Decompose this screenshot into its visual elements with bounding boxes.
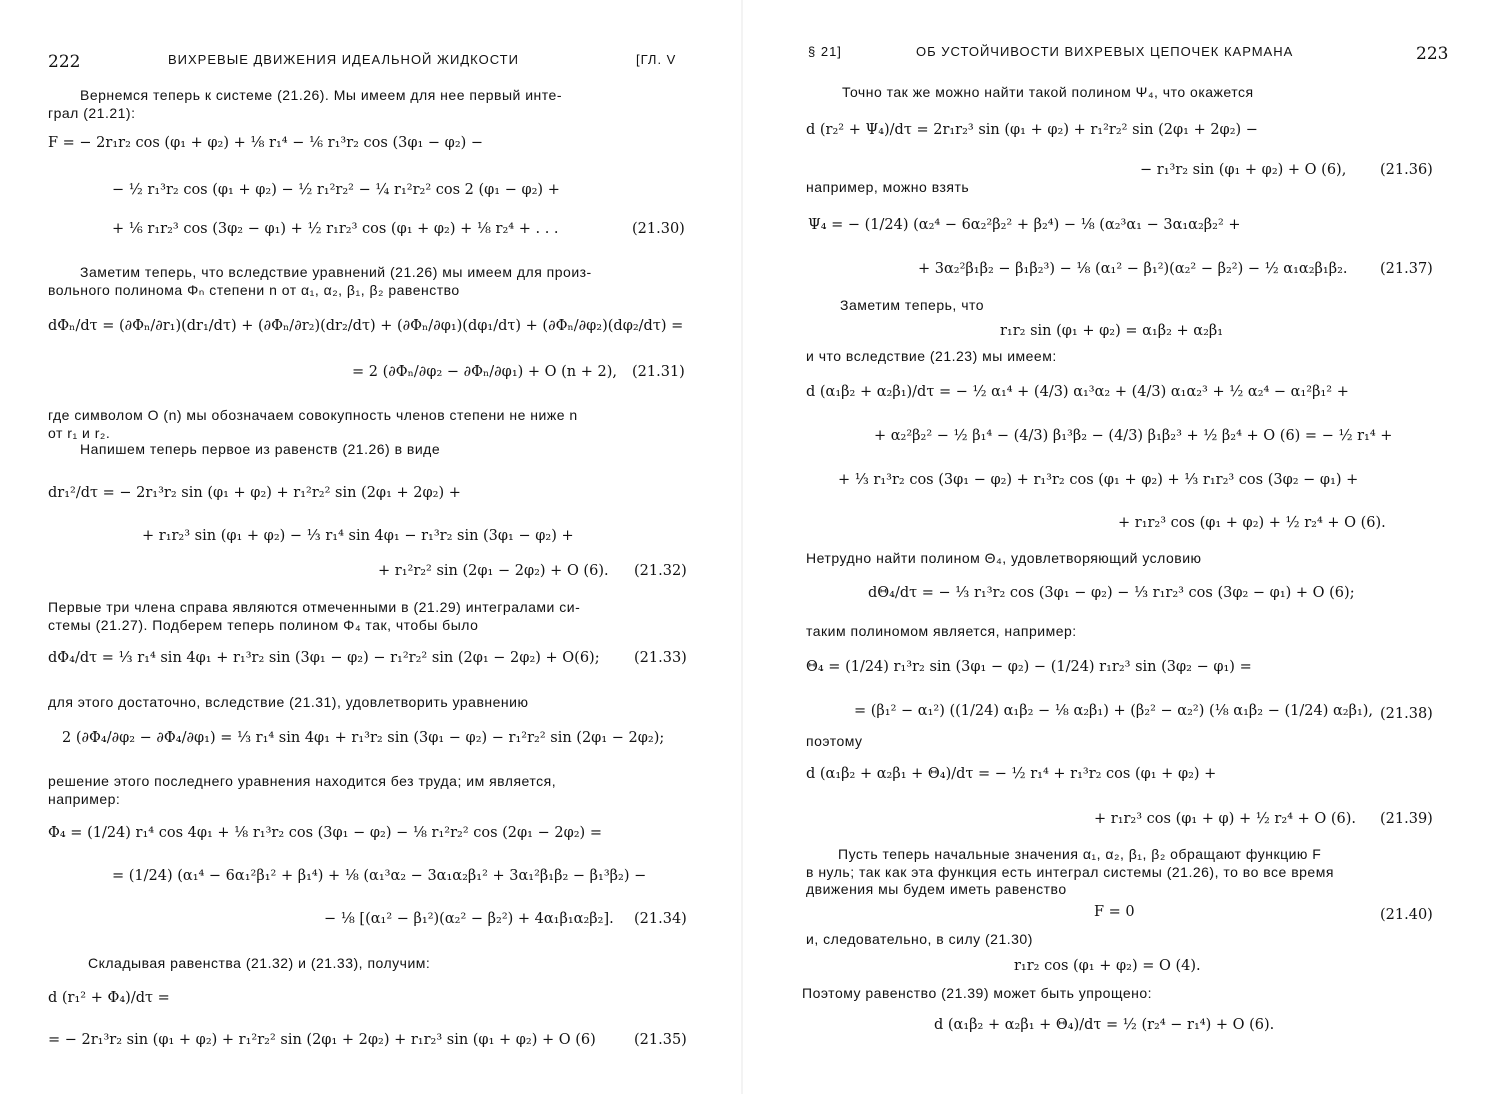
formula-line: dΘ₄/dτ = − ⅓ r₁³r₂ cos (3φ₁ − φ₂) − ⅓ r₁r₂³ cos (3φ₂ − φ₁) + O (6); (868, 585, 1355, 601)
equation-number: (21.32) (634, 563, 687, 579)
formula-line: dr₁²/dτ = − 2r₁³r₂ sin (φ₁ + φ₂) + r₁²r₂² sin (2φ₁ + 2φ₂) + (48, 485, 461, 501)
right-running-title: ОБ УСТОЙЧИВОСТИ ВИХРЕВЫХ ЦЕПОЧЕК КАРМАНА (916, 44, 1294, 59)
equation-number: (21.40) (1380, 907, 1433, 923)
formula-line: dΦₙ/dτ = (∂Φₙ/∂r₁)(dr₁/dτ) + (∂Φₙ/∂r₂)(dr₂/dτ) + (∂Φₙ/∂φ₁)(dφ₁/dτ) + (∂Φₙ/∂φ₂)(dφ₂/dτ) = (48, 318, 684, 334)
text-line: Заметим теперь, что вследствие уравнений (21.26) мы имеем для произ- (80, 264, 592, 280)
formula-line: = − 2r₁³r₂ sin (φ₁ + φ₂) + r₁²r₂² sin (2φ₁ + 2φ₂) + r₁r₂³ sin (φ₁ + φ₂) + O (6) (48, 1032, 596, 1048)
formula-line: − ⅛ [(α₁² − β₁²)(α₂² − β₂²) + 4α₁β₁α₂β₂]. (324, 911, 614, 927)
text-line: вольного полинома Φₙ степени n от α₁, α₂, β₁, β₂ равенство (48, 282, 460, 298)
text-line: например, можно взять (806, 179, 970, 195)
formula-line: 2 (∂Φ₄/∂φ₂ − ∂Φ₄/∂φ₁) = ⅓ r₁⁴ sin 4φ₁ + r₁³r₂ sin (3φ₁ − φ₂) − r₁²r₂² sin (2φ₁ − 2φ₂); (62, 730, 665, 746)
equation-number: (21.38) (1380, 706, 1433, 722)
equation-number: (21.33) (634, 650, 687, 666)
left-page-number: 222 (48, 52, 81, 72)
formula-line: d (r₂² + Ψ₄)/dτ = 2r₁r₂³ sin (φ₁ + φ₂) + r₁²r₂² sin (2φ₁ + 2φ₂) − (806, 122, 1258, 138)
formula-line: Φ₄ = (1/24) r₁⁴ cos 4φ₁ + ⅛ r₁³r₂ cos (3φ₁ − φ₂) − ⅛ r₁²r₂² cos (2φ₁ − 2φ₂) = (48, 825, 602, 841)
formula-line: + ⅙ r₁r₂³ cos (3φ₂ − φ₁) + ½ r₁r₂³ cos (φ₁ + φ₂) + ⅛ r₂⁴ + . . . (112, 221, 559, 237)
formula-line: dΦ₄/dτ = ⅓ r₁⁴ sin 4φ₁ + r₁³r₂ sin (3φ₁ − φ₂) − r₁²r₂² sin (2φ₁ − 2φ₂) + O(6); (48, 650, 600, 666)
left-running-title: ВИХРЕВЫЕ ДВИЖЕНИЯ ИДЕАЛЬНОЙ ЖИДКОСТИ (168, 52, 519, 67)
text-line: Пусть теперь начальные значения α₁, α₂, β₁, β₂ обращают функцию F (838, 846, 1322, 862)
text-line: Точно так же можно найти такой полином Ψ₄, что окажется (842, 84, 1254, 100)
text-line: где символом O (n) мы обозначаем совокупность членов степени не ниже n (48, 407, 578, 423)
formula-line: Ψ₄ = − (1/24) (α₂⁴ − 6α₂²β₂² + β₂⁴) − ⅛ (α₂³α₁ − 3α₁α₂β₂² + (808, 217, 1241, 233)
text-line: от r₁ и r₂. (48, 425, 111, 441)
text-line: и, следовательно, в силу (21.30) (806, 931, 1033, 947)
formula-line: d (α₁β₂ + α₂β₁)/dτ = − ½ α₁⁴ + (4/3) α₁³α₂ + (4/3) α₁α₂³ + ½ α₂⁴ − α₁²β₁² + (806, 384, 1349, 400)
equation-number: (21.35) (634, 1032, 687, 1048)
formula-line: Θ₄ = (1/24) r₁³r₂ sin (3φ₁ − φ₂) − (1/24) r₁r₂³ sin (3φ₂ − φ₁) = (806, 659, 1252, 675)
text-line: стемы (21.27). Подберем теперь полином Φ₄ так, чтобы было (48, 617, 479, 633)
equation-number: (21.30) (632, 221, 685, 237)
text-line: Напишем теперь первое из равенств (21.26) в виде (80, 441, 441, 457)
right-section-ref: § 21] (808, 44, 842, 59)
formula-line: = (1/24) (α₁⁴ − 6α₁²β₁² + β₁⁴) + ⅛ (α₁³α₂ − 3α₁α₂β₁² + 3α₁²β₁β₂ − β₁³β₂) − (112, 868, 647, 884)
formula-line: − ½ r₁³r₂ cos (φ₁ + φ₂) − ½ r₁²r₂² − ¼ r₁²r₂² cos 2 (φ₁ − φ₂) + (112, 182, 560, 198)
equation-number: (21.37) (1380, 261, 1433, 277)
formula-line: + r₁r₂³ sin (φ₁ + φ₂) − ⅓ r₁⁴ sin 4φ₁ − r₁³r₂ sin (3φ₁ − φ₂) + (142, 528, 574, 544)
right-page (742, 0, 1485, 1094)
equation-number: (21.39) (1380, 811, 1433, 827)
formula-line: r₁r₂ cos (φ₁ + φ₂) = O (4). (1014, 958, 1201, 974)
formula-line: + r₁r₂³ cos (φ₁ + φ₂) + ½ r₂⁴ + O (6). (1118, 515, 1386, 531)
equation-number: (21.36) (1380, 162, 1433, 178)
formula-line: F = 0 (1094, 904, 1135, 920)
text-line: для этого достаточно, вследствие (21.31), удовлетворить уравнению (48, 694, 529, 710)
formula-line: = 2 (∂Φₙ/∂φ₂ − ∂Φₙ/∂φ₁) + O (n + 2), (352, 364, 618, 380)
formula-line: + 3α₂²β₁β₂ − β₁β₂³) − ⅛ (α₁² − β₁²)(α₂² − β₂²) − ½ α₁α₂β₁β₂. (918, 261, 1348, 277)
text-line: таким полиномом является, например: (806, 623, 1077, 639)
text-line: Складывая равенства (21.32) и (21.33), получим: (88, 955, 431, 971)
text-line: Нетрудно найти полином Θ₄, удовлетворяющий условию (806, 550, 1202, 566)
text-line: движения мы будем иметь равенство (806, 881, 1067, 897)
text-line: Заметим теперь, что (840, 297, 985, 313)
formula-line: + r₁²r₂² sin (2φ₁ − 2φ₂) + O (6). (378, 563, 609, 579)
left-page (0, 0, 742, 1094)
text-line: поэтому (806, 733, 863, 749)
formula-line: r₁r₂ sin (φ₁ + φ₂) = α₁β₂ + α₂β₁ (1000, 323, 1224, 339)
formula-line: d (α₁β₂ + α₂β₁ + Θ₄)/dτ = ½ (r₂⁴ − r₁⁴) + O (6). (934, 1017, 1275, 1033)
formula-line: + r₁r₂³ cos (φ₁ + φ) + ½ r₂⁴ + O (6). (1094, 811, 1356, 827)
text-line: Поэтому равенство (21.39) может быть упрощено: (802, 985, 1153, 1001)
formula-line: − r₁³r₂ sin (φ₁ + φ₂) + O (6), (1140, 162, 1347, 178)
text-line: Первые три члена справа являются отмеченными в (21.29) интегралами си- (48, 599, 581, 615)
equation-number: (21.34) (634, 911, 687, 927)
formula-line: F = − 2r₁r₂ cos (φ₁ + φ₂) + ⅛ r₁⁴ − ⅙ r₁³r₂ cos (3φ₁ − φ₂) − (48, 135, 484, 151)
formula-line: d (r₁² + Φ₄)/dτ = (48, 990, 170, 1006)
left-chapter-ref: [ГЛ. V (636, 52, 677, 67)
text-line: в нуль; так как эта функция есть интеграл системы (21.26), то во все время (806, 864, 1334, 880)
formula-line: d (α₁β₂ + α₂β₁ + Θ₄)/dτ = − ½ r₁⁴ + r₁³r₂ cos (φ₁ + φ₂) + (806, 766, 1217, 782)
text-line: грал (21.21): (48, 105, 136, 121)
formula-line: + ⅓ r₁³r₂ cos (3φ₁ − φ₂) + r₁³r₂ cos (φ₁ + φ₂) + ⅓ r₁r₂³ cos (3φ₂ − φ₁) + (838, 472, 1359, 488)
right-page-number: 223 (1416, 44, 1449, 64)
formula-line: + α₂²β₂² − ½ β₁⁴ − (4/3) β₁³β₂ − (4/3) β₁β₂³ + ½ β₂⁴ + O (6) = − ½ r₁⁴ + (874, 428, 1393, 444)
text-line: Вернемся теперь к системе (21.26). Мы имеем для нее первый инте- (80, 87, 562, 103)
equation-number: (21.31) (632, 364, 685, 380)
text-line: решение этого последнего уравнения находится без труда; им является, (48, 773, 557, 789)
formula-line: = (β₁² − α₁²) ((1/24) α₁β₂ − ⅛ α₂β₁) + (β₂² − α₂²) (⅛ α₁β₂ − (1/24) α₂β₁), (854, 703, 1374, 719)
text-line: и что вследствие (21.23) мы имеем: (806, 348, 1057, 364)
text-line: например: (48, 791, 121, 807)
